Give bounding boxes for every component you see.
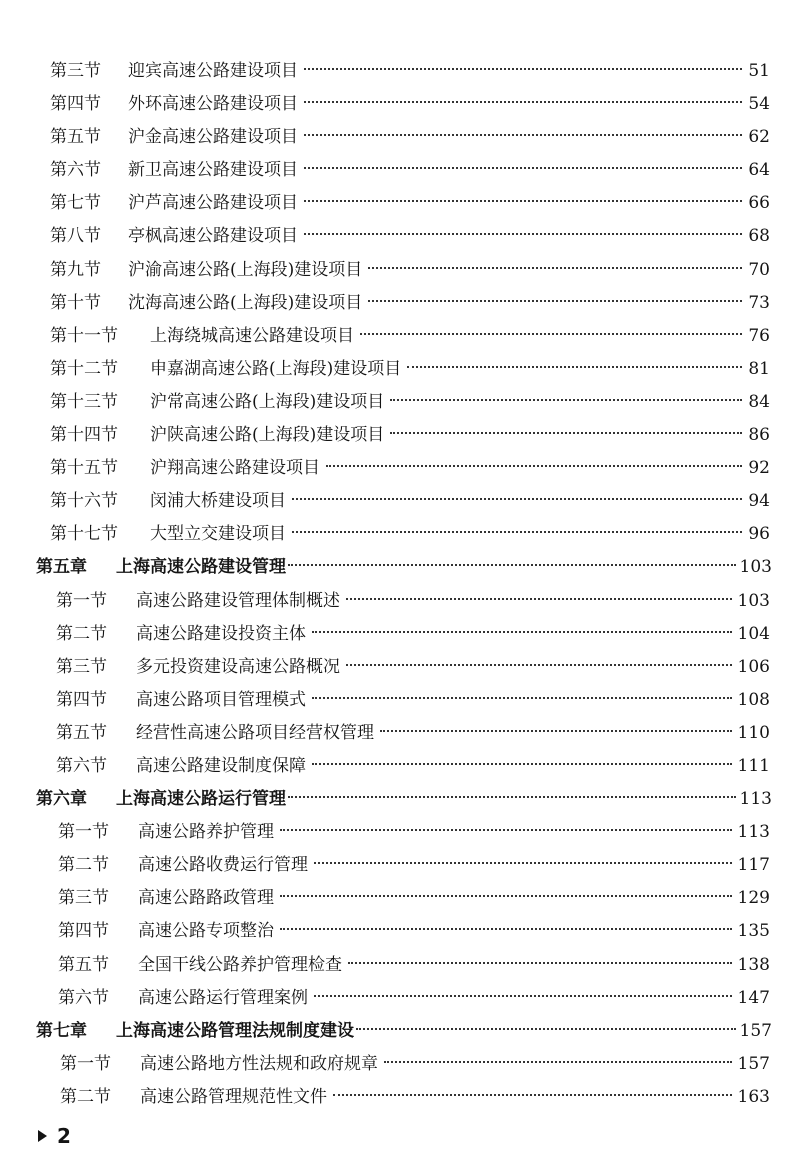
toc-section-row[interactable] <box>0 949 790 982</box>
toc-entry-label: 第一节 <box>60 1053 111 1074</box>
dot-leader <box>312 631 732 633</box>
toc-section-row[interactable] <box>0 651 790 684</box>
dot-leader <box>346 664 732 666</box>
dot-leader <box>288 796 736 798</box>
toc-entry-title: 外环高速公路建设项目 <box>128 94 298 115</box>
toc-entry-label: 第十一节 <box>50 325 118 346</box>
toc-entry-page-number: 76 <box>748 325 770 346</box>
toc-entry-label: 第三节 <box>56 656 107 677</box>
toc-section-row[interactable] <box>0 750 790 783</box>
toc-entry-label: 第四节 <box>56 689 107 710</box>
toc-section-row[interactable] <box>0 386 790 419</box>
toc-entry-label: 第八节 <box>50 226 101 247</box>
toc-entry-title: 高速公路路政管理 <box>138 888 274 909</box>
toc-entry-label: 第五章 <box>36 557 87 578</box>
toc-section-row[interactable] <box>0 1081 790 1114</box>
toc-entry-title: 高速公路养护管理 <box>138 822 274 843</box>
dot-leader <box>314 995 732 997</box>
toc-entry-label: 第一节 <box>58 822 109 843</box>
toc-entry-label: 第十六节 <box>50 491 118 512</box>
toc-entry-label: 第二节 <box>60 1086 111 1107</box>
dot-leader <box>407 366 742 368</box>
dot-leader <box>304 167 742 169</box>
toc-entry-title: 亭枫高速公路建设项目 <box>128 226 298 247</box>
dot-leader <box>356 1028 736 1030</box>
dot-leader <box>380 730 732 732</box>
dot-leader <box>348 962 732 964</box>
toc-section-row[interactable] <box>0 882 790 915</box>
toc-entry-page-number: 157 <box>739 1020 772 1041</box>
toc-entry-page-number: 108 <box>737 689 770 710</box>
dot-leader <box>312 763 732 765</box>
toc-entry-label: 第二节 <box>58 855 109 876</box>
toc-section-row[interactable] <box>0 618 790 651</box>
toc-entry-title: 多元投资建设高速公路概况 <box>136 656 340 677</box>
toc-entry-label: 第四节 <box>50 94 101 115</box>
toc-entry-label: 第三节 <box>50 61 101 81</box>
toc-entry-page-number: 92 <box>748 458 770 479</box>
toc-entry-title: 申嘉湖高速公路(上海段)建设项目 <box>150 358 402 379</box>
dot-leader <box>292 498 742 500</box>
toc-entry-title: 大型立交建设项目 <box>150 524 286 545</box>
toc-entry-page-number: 157 <box>737 1053 770 1074</box>
table-of-contents <box>0 55 790 1114</box>
toc-entry-title: 高速公路项目管理模式 <box>136 689 306 710</box>
toc-entry-title: 上海高速公路运行管理 <box>116 789 286 810</box>
dot-leader <box>280 928 732 930</box>
triangle-right-icon <box>38 1130 47 1142</box>
dot-leader <box>304 200 742 202</box>
toc-entry-title: 高速公路专项整治 <box>138 921 274 942</box>
toc-entry-page-number: 163 <box>737 1086 770 1107</box>
toc-entry-page-number: 147 <box>737 987 770 1008</box>
dot-leader <box>368 300 742 302</box>
toc-entry-page-number: 103 <box>737 590 770 611</box>
toc-section-row[interactable] <box>0 1048 790 1081</box>
dot-leader <box>288 564 736 566</box>
toc-entry-label: 第四节 <box>58 921 109 942</box>
toc-entry-page-number: 96 <box>748 524 770 545</box>
toc-entry-page-number: 84 <box>748 391 770 412</box>
toc-chapter-row[interactable] <box>0 1015 790 1048</box>
toc-entry-page-number: 66 <box>748 193 770 214</box>
dot-leader <box>368 267 742 269</box>
toc-entry-label: 第十五节 <box>50 458 118 479</box>
toc-entry-label: 第七节 <box>50 193 101 214</box>
toc-entry-title: 高速公路管理规范性文件 <box>140 1086 327 1107</box>
toc-entry-label: 第十四节 <box>50 425 118 446</box>
toc-entry-page-number: 62 <box>748 127 770 148</box>
toc-section-row[interactable] <box>0 915 790 948</box>
toc-entry-label: 第十三节 <box>50 391 118 412</box>
toc-chapter-row[interactable] <box>0 551 790 584</box>
toc-entry-page-number: 51 <box>748 61 770 81</box>
toc-entry-page-number: 86 <box>748 425 770 446</box>
toc-entry-page-number: 138 <box>737 954 770 975</box>
toc-entry-label: 第六章 <box>36 789 87 810</box>
dot-leader <box>384 1061 732 1063</box>
toc-section-row[interactable] <box>0 220 790 253</box>
toc-entry-title: 高速公路运行管理案例 <box>138 987 308 1008</box>
toc-entry-title: 新卫高速公路建设项目 <box>128 160 298 181</box>
dot-leader <box>312 697 732 699</box>
toc-entry-page-number: 64 <box>748 160 770 181</box>
toc-entry-title: 高速公路建设管理体制概述 <box>136 590 340 611</box>
toc-entry-label: 第七章 <box>36 1020 87 1041</box>
page-footer <box>38 1124 71 1148</box>
page-number: 2 <box>57 1124 71 1148</box>
toc-entry-title: 高速公路建设投资主体 <box>136 623 306 644</box>
toc-entry-label: 第十七节 <box>50 524 118 545</box>
toc-entry-page-number: 129 <box>737 888 770 909</box>
toc-entry-title: 沪渝高速公路(上海段)建设项目 <box>128 259 363 280</box>
toc-entry-label: 第十节 <box>50 292 101 313</box>
toc-section-row[interactable] <box>0 717 790 750</box>
dot-leader <box>304 68 742 70</box>
toc-section-row[interactable] <box>0 585 790 618</box>
toc-entry-title: 高速公路收费运行管理 <box>138 855 308 876</box>
toc-entry-page-number: 110 <box>737 722 770 743</box>
toc-entry-label: 第二节 <box>56 623 107 644</box>
toc-entry-page-number: 73 <box>748 292 770 313</box>
toc-section-row[interactable] <box>0 154 790 187</box>
toc-section-row[interactable] <box>0 187 790 220</box>
dot-leader <box>280 895 732 897</box>
toc-entry-label: 第九节 <box>50 259 101 280</box>
dot-leader <box>292 531 742 533</box>
toc-entry-title: 上海高速公路管理法规制度建设 <box>116 1020 354 1041</box>
dot-leader <box>326 465 742 467</box>
toc-entry-title: 高速公路建设制度保障 <box>136 755 306 776</box>
toc-entry-label: 第六节 <box>50 160 101 181</box>
toc-section-row[interactable] <box>0 419 790 452</box>
dot-leader <box>390 432 742 434</box>
toc-section-row[interactable] <box>0 121 790 154</box>
toc-section-row[interactable] <box>0 849 790 882</box>
dot-leader <box>346 598 732 600</box>
dot-leader <box>390 399 742 401</box>
toc-entry-title: 沈海高速公路(上海段)建设项目 <box>128 292 363 313</box>
toc-section-row[interactable] <box>0 485 790 518</box>
toc-entry-page-number: 104 <box>737 623 770 644</box>
dot-leader <box>360 333 742 335</box>
toc-chapter-row[interactable] <box>0 783 790 816</box>
toc-section-row[interactable] <box>0 320 790 353</box>
toc-entry-title: 闵浦大桥建设项目 <box>150 491 286 512</box>
toc-entry-title: 沪翔高速公路建设项目 <box>150 458 320 479</box>
toc-entry-title: 高速公路地方性法规和政府规章 <box>140 1053 378 1074</box>
toc-entry-label: 第五节 <box>50 127 101 148</box>
toc-section-row[interactable] <box>0 353 790 386</box>
toc-entry-label: 第六节 <box>58 987 109 1008</box>
toc-entry-page-number: 113 <box>737 822 770 843</box>
toc-entry-page-number: 106 <box>737 656 770 677</box>
toc-entry-title: 迎宾高速公路建设项目 <box>128 61 298 81</box>
toc-entry-page-number: 135 <box>737 921 770 942</box>
toc-entry-page-number: 103 <box>739 557 772 578</box>
toc-entry-label: 第一节 <box>56 590 107 611</box>
toc-entry-page-number: 94 <box>748 491 770 512</box>
dot-leader <box>314 862 732 864</box>
toc-entry-page-number: 81 <box>748 358 770 379</box>
toc-section-row[interactable] <box>0 55 790 88</box>
toc-entry-title: 全国干线公路养护管理检查 <box>138 954 342 975</box>
toc-section-row[interactable] <box>0 452 790 485</box>
toc-entry-page-number: 111 <box>737 755 770 776</box>
dot-leader <box>333 1094 732 1096</box>
toc-entry-label: 第五节 <box>56 722 107 743</box>
toc-entry-title: 沪陕高速公路(上海段)建设项目 <box>150 425 385 446</box>
toc-entry-title: 上海高速公路建设管理 <box>116 557 286 578</box>
toc-section-row[interactable] <box>0 684 790 717</box>
toc-section-row[interactable] <box>0 982 790 1015</box>
dot-leader <box>304 101 742 103</box>
toc-entry-label: 第十二节 <box>50 358 118 379</box>
toc-section-row[interactable] <box>0 287 790 320</box>
toc-entry-title: 经营性高速公路项目经营权管理 <box>136 722 374 743</box>
dot-leader <box>280 829 732 831</box>
dot-leader <box>304 233 742 235</box>
toc-entry-page-number: 113 <box>739 789 772 810</box>
toc-section-row[interactable] <box>0 816 790 849</box>
toc-entry-page-number: 70 <box>748 259 770 280</box>
toc-section-row[interactable] <box>0 88 790 121</box>
toc-entry-title: 沪常高速公路(上海段)建设项目 <box>150 391 385 412</box>
toc-entry-label: 第六节 <box>56 755 107 776</box>
toc-entry-page-number: 54 <box>748 94 770 115</box>
toc-entry-label: 第五节 <box>58 954 109 975</box>
toc-entry-label: 第三节 <box>58 888 109 909</box>
dot-leader <box>304 134 742 136</box>
toc-entry-title: 上海绕城高速公路建设项目 <box>150 325 354 346</box>
toc-section-row[interactable] <box>0 518 790 551</box>
toc-entry-title: 沪金高速公路建设项目 <box>128 127 298 148</box>
toc-entry-page-number: 68 <box>748 226 770 247</box>
toc-section-row[interactable] <box>0 254 790 287</box>
toc-entry-page-number: 117 <box>737 855 770 876</box>
toc-entry-title: 沪芦高速公路建设项目 <box>128 193 298 214</box>
